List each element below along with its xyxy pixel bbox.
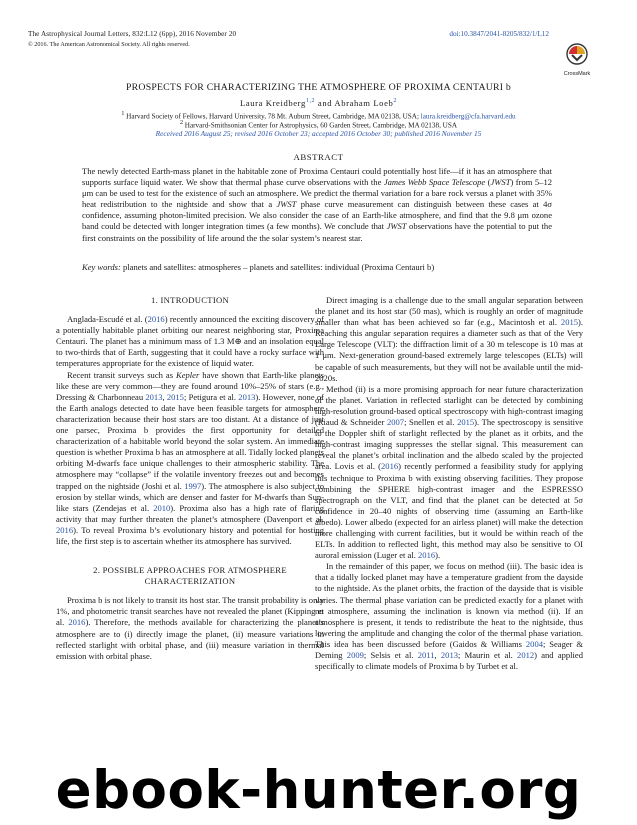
author-line (0, 98, 637, 108)
keywords-list: planets and satellites: atmospheres – planets and satellites: individual (Proxima Centauri b) (120, 262, 435, 272)
author-name: Laura Kreidberg (239, 98, 306, 108)
citation-link[interactable]: 2012 (517, 650, 535, 660)
paragraph (56, 370, 324, 548)
text-fragment: Direct imaging is a challenge due to the small angular separation between the planet and its host star (50 mas), which is roughly an order of magnitude smaller than what has been achieved so far (e.g., Macintosh et al. (315, 295, 583, 328)
section-heading-line: 2. POSSIBLE APPROACHES FOR ATMOSPHERE (93, 565, 287, 576)
publication-dates: Received 2016 August 25; revised 2016 October 23; accepted 2016 October 30; published 2016 November 15 (155, 129, 482, 138)
text-fragment: ; Snellen et al. (404, 417, 458, 428)
doi-link[interactable]: doi:10.3847/2041-8205/832/1/L12 (449, 30, 549, 38)
affiliation-marker[interactable]: 1,2 (305, 98, 316, 105)
text-fragment: ; Petigura et al. (183, 391, 239, 402)
watermark: ebook-hunter.org (55, 760, 582, 821)
affiliation-1 (0, 111, 637, 120)
text-fragment: ; Maurin et al. (458, 650, 518, 660)
abstract-fragment: The newly detected Earth-mass planet in the habitable zone of Proxima Centauri could potentially host life—if it has an atmosphere that supports surface liquid water. We show that thermal phase curve observations with the (82, 166, 552, 188)
abstract-heading: ABSTRACT (293, 152, 344, 162)
text-fragment: ) recently announced the exciting discovery of a potentially habitable planet orbiting our nearest neighboring star, Proxima Centauri. The planet has a minimum mass of 1.3 M⊕ and an insolation equal to two-thirds that of Earth, suggesting that it could have a rocky surface with temperatures appropriate for the existence of liquid water. (56, 314, 325, 369)
text-fragment: ). The atmosphere is also subject to erosion by stellar winds, which are denser and faster for M-dwarfs than Sun-like stars (Zendejas et al. (56, 480, 324, 513)
section-heading-line: CHARACTERIZATION (144, 576, 236, 587)
citation-link[interactable]: 1997 (184, 480, 202, 491)
text-emphasis: Kepler (176, 369, 200, 380)
abstract-text (82, 166, 552, 244)
citation-link[interactable]: 2013 (145, 391, 163, 402)
abstract-emphasis: JWST (276, 199, 297, 210)
citation-link[interactable]: 2016 (381, 461, 399, 472)
paragraph (315, 295, 583, 384)
text-fragment: ). Reaching this angular separation requires a diameter such as that of the Very Large Telescope (VLT): the diffraction limit of a 30 m telescope is 10 mas at 1 μm. Next-generation ground-based extremely large telescopes (ELTs) will be capable of such measurements, but they will not be available until the mid-2020s. (315, 317, 583, 383)
text-fragment: ) recently performed a feasibility study for applying this technique to Proxima b with existing observing facilities. They propose combining the SPHERE high-contrast imager and the ESPRESSO spectrograph on the VLT, and find that the planet can be detected at 5σ confidence in 20–40 nights of observing time (assuming an Earth-like albedo). Lower albedo (expected for an airless planet) will make the detection more challenging with current facilities, but it would be within reach of the ELTs. In addition to reflected light, this method may also be sensitive to OI auroral emission (Luger et al. (315, 461, 583, 561)
citation-link[interactable]: 2015 (560, 317, 579, 328)
section-heading (56, 565, 324, 587)
paragraph (56, 595, 324, 662)
affiliation-text: Harvard Society of Fellows, Harvard University, 78 Mt. Auburn Street, Cambridge, MA 02138, USA; (126, 112, 419, 121)
abstract-fragment: phase curve measurement can distinguish between these cases at 4σ confidence, assuming photon-limited precision. We also consider the case of an Earth-like atmosphere, and find that the 9.8 μm ozone band could be detected with longer integration times (a few months). We conclude that (82, 199, 552, 232)
author-conjunction: and (315, 98, 335, 108)
citation-link[interactable]: 2013 (238, 391, 256, 402)
abstract-fragment: observations have the potential to put the first constraints on the possibility of life around the the solar system’s nearest star. (82, 221, 552, 243)
text-fragment: ). The spectroscopy is sensitive to the Doppler shift of starlight reflected by the planet as it orbits, and the high-contrast imaging suppresses the stellar signal. This measurement can reveal the planet’s orbital inclination and the albedo scaled by the projected area. Lovis et al. ( (315, 417, 584, 472)
text-fragment: , (162, 391, 167, 402)
keywords (82, 262, 552, 272)
text-fragment: ). However, none of the Earth analogs detected to date have been feasible targets for atmosphere characterization because their host stars are too distant. At a distance of just one parsec, Proxima b provides the first opportunity for detailed characterization of a habitable world beyond the solar system. An immediate question is whether Proxima b has an atmosphere at all. Tidally locked planets orbiting M-dwarfs face unique challenges to their atmospheric stability. The atmosphere may “collapse” if the volatile inventory freezes out and becomes trapped on the nightside (Joshi et al. (56, 391, 324, 491)
citation-link[interactable]: 2010 (153, 502, 171, 513)
citation-link[interactable]: 2015 (457, 417, 475, 428)
journal-citation: The Astrophysical Journal Letters, 832:L12 (6pp), 2016 November 20 (28, 30, 237, 38)
left-column (56, 295, 324, 662)
paragraph (315, 561, 583, 672)
text-fragment: Recent transit surveys such as (67, 369, 177, 380)
citation-link[interactable]: 2016 (56, 524, 74, 535)
paper-title: PROSPECTS FOR CHARACTERIZING THE ATMOSPHERE OF PROXIMA CENTAURI b (126, 82, 511, 93)
paragraph (56, 314, 324, 369)
copyright-notice: © 2016. The American Astronomical Society. All rights reserved. (28, 41, 190, 48)
text-fragment: , (434, 650, 441, 660)
citation-link[interactable]: 2016 (147, 314, 165, 325)
paragraph (315, 384, 583, 562)
citation-link[interactable]: 2004 (525, 638, 543, 649)
text-fragment: ) and applied specifically to climate models of Proxima b by Turbet et al. (315, 650, 583, 672)
text-fragment: Anglada-Escudé et al. ( (67, 314, 148, 325)
citation-link[interactable]: 2007 (386, 417, 405, 428)
text-fragment: ; Selsis et al. (363, 650, 418, 660)
author-name: Abraham Loeb (334, 98, 394, 108)
text-fragment: ). Therefore, the methods available for characterizing the planet’s atmosphere are to (i) directly image the planet, (ii) measure variations in reflected starlight with orbital phase, and (iii) measure variation in thermal emission with orbital phase. (56, 617, 324, 661)
author-email-link[interactable]: laura.kreidberg@cfa.harvard.edu (420, 112, 516, 121)
right-column (315, 295, 583, 672)
crossmark-badge[interactable] (562, 43, 592, 77)
abstract-fragment: ) from 5–12 μm can be used to test for the existence of such an atmosphere. We predict the thermal variation for a bare rock versus a planet with 35% heat redistribution to the nightside and show that a (82, 177, 553, 210)
keywords-label: Key words: (82, 262, 121, 272)
text-fragment: ; Seager & Deming (315, 638, 583, 660)
affiliation-number: 2 (179, 120, 183, 126)
citation-link[interactable]: 2011 (417, 650, 435, 660)
crossmark-icon (566, 43, 588, 65)
citation-link[interactable]: 2016 (68, 617, 86, 628)
text-fragment: In the remainder of this paper, we focus on method (iii). The basic idea is that a tidally locked planet may have a temperature gradient from the dayside to the nightside. As the planet orbits, the fraction of the dayside that is visible varies. The thermal phase variation can be predicted exactly for a planet with no atmosphere, assuming the inclination is known via method (ii). If an atmosphere is present, it tends to redistribute the heat to the nightside, thus lowering the amplitude and changing the color of the thermal phase variation. This idea has been discussed before (Gaidos & Williams (315, 561, 583, 649)
section-heading: 1. INTRODUCTION (150, 295, 230, 305)
text-fragment: ). To reveal Proxima b’s evolutionary history and potential for hosting life, the first step is to ascertain whether its atmosphere has survived. (56, 524, 324, 546)
affiliation-text: Harvard-Smithsonian Center for Astrophysics, 60 Garden Street, Cambridge, MA 02138, USA (184, 121, 458, 130)
text-fragment: have shown that Earth-like planets like these are very common—they are found around 10%–25% of stars (e.g., Dressing & Charbonneau (56, 369, 324, 402)
text-fragment: ). Proxima also has a high rate of flaring activity that may further threaten the planet’s atmosphere (Davenport et al. (56, 502, 324, 524)
text-fragment: Proxima b is not likely to transit its host star. The transit probability is only 1%, and photometric transit searches have not revealed the planet (Kipping et al. (56, 595, 324, 628)
text-fragment: Method (ii) is a more promising approach for near future characterization of the planet. Variation in reflected starlight can be detected by combining high-resolution ground-based optical spectroscopy with high-contrast imaging (Riaud & Schneider (315, 383, 583, 428)
affiliation-marker[interactable]: 2 (393, 98, 397, 105)
affiliation-2 (0, 120, 637, 129)
abstract-emphasis: JWST (386, 221, 407, 232)
citation-link[interactable]: 2015 (166, 391, 184, 402)
abstract-emphasis: JWST (490, 177, 511, 188)
citation-link[interactable]: 2009 (346, 650, 364, 660)
crossmark-label: CrossMark (563, 71, 591, 77)
affiliation-number: 1 (121, 111, 125, 117)
citation-link[interactable]: 2016 (418, 550, 436, 561)
abstract-emphasis: James Webb Space Telescope (383, 177, 486, 188)
text-fragment: ). (435, 550, 441, 561)
citation-link[interactable]: 2013 (440, 650, 458, 660)
abstract-fragment: ( (485, 177, 491, 188)
